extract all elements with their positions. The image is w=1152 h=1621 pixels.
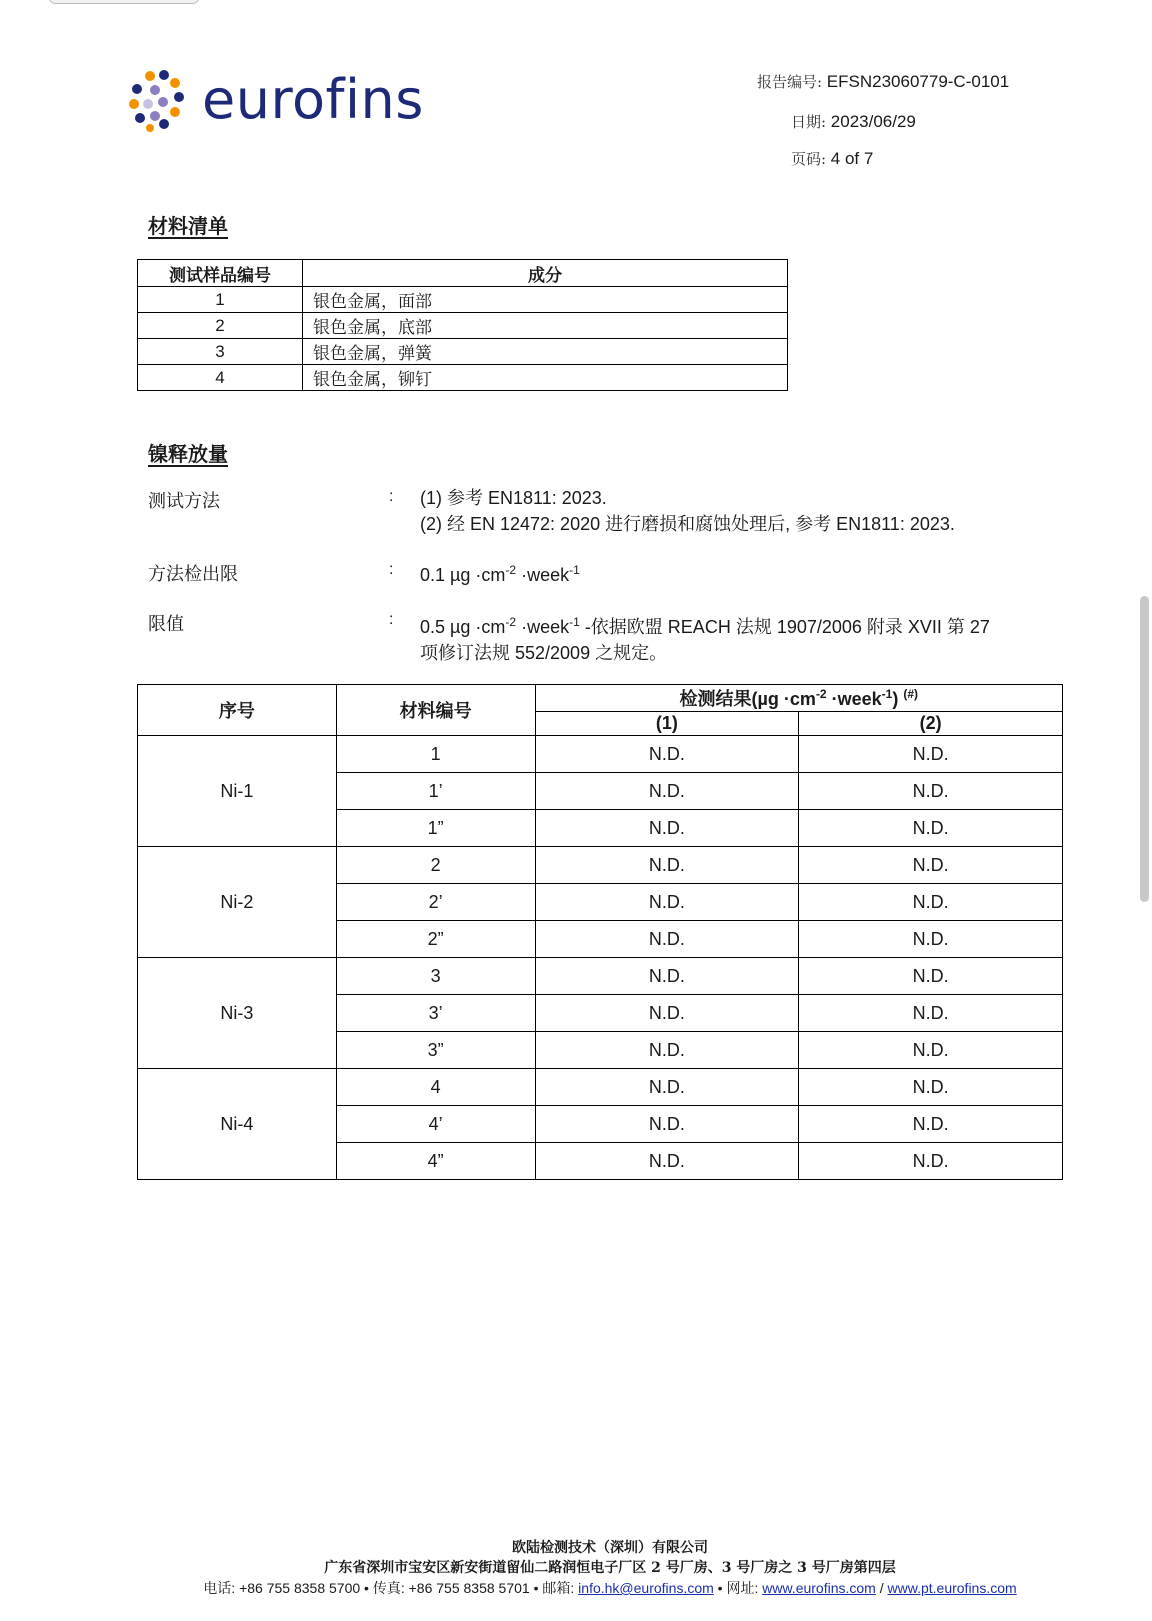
- colon: :: [389, 488, 394, 505]
- limit-label: 限值: [148, 614, 184, 635]
- nickel-title: 镍释放量: [148, 444, 228, 466]
- material-no: 4’: [336, 1106, 535, 1143]
- material-no: 3: [336, 958, 535, 995]
- eurofins-logo: [128, 68, 424, 132]
- window-tab-stub: [48, 0, 200, 4]
- method-line-1: (1) 参考 EN1811: 2023.: [420, 488, 607, 508]
- scrollbar[interactable]: [1140, 596, 1149, 902]
- result-1: N.D.: [535, 921, 799, 958]
- result-1: N.D.: [535, 773, 799, 810]
- result-2: N.D.: [799, 1069, 1063, 1106]
- result-2: N.D.: [799, 995, 1063, 1032]
- table-row: [138, 365, 788, 391]
- composition: 银色金属，弹簧: [303, 339, 788, 365]
- table-row: [138, 313, 788, 339]
- result-1: N.D.: [535, 995, 799, 1032]
- sample-id: 3: [138, 339, 303, 365]
- col-result-1: (1): [535, 712, 799, 736]
- col-sample-id: 测试样品编号: [138, 260, 303, 287]
- material-no: 4: [336, 1069, 535, 1106]
- group-name: Ni-4: [138, 1069, 337, 1180]
- table-row: [138, 736, 1063, 773]
- result-2: N.D.: [799, 921, 1063, 958]
- report-number: 报告编号: EFSN23060779-C-0101: [757, 72, 1010, 91]
- eurofins-logo-icon: [128, 68, 192, 132]
- sample-id: 4: [138, 365, 303, 391]
- col-result-2: (2): [799, 712, 1063, 736]
- result-1: N.D.: [535, 1143, 799, 1180]
- result-1: N.D.: [535, 847, 799, 884]
- footer-contact: 电话: +86 755 8358 5700 • 传真: +86 755 8358 5701 • 邮箱: info.hk@eurofins.com • 网址: www.eurofins.com / www.pt.eurofins.com: [203, 1580, 1017, 1596]
- group-name: Ni-1: [138, 736, 337, 847]
- table-row: [138, 339, 788, 365]
- result-2: N.D.: [799, 1106, 1063, 1143]
- result-2: N.D.: [799, 847, 1063, 884]
- detection-limit-label: 方法检出限: [148, 564, 238, 585]
- result-1: N.D.: [535, 884, 799, 921]
- material-no: 2”: [336, 921, 535, 958]
- method-value: [420, 485, 1060, 537]
- method-label: 测试方法: [148, 491, 220, 512]
- group-name: Ni-2: [138, 847, 337, 958]
- group-name: Ni-3: [138, 958, 337, 1069]
- result-1: N.D.: [535, 1032, 799, 1069]
- footer-address: 广东省深圳市宝安区新安街道留仙二路润恒电子厂区 2 号厂房、3 号厂房之 3 号厂房第四层: [324, 1560, 896, 1576]
- materials-header-row: [138, 260, 788, 287]
- result-2: N.D.: [799, 1143, 1063, 1180]
- result-2: N.D.: [799, 736, 1063, 773]
- result-1: N.D.: [535, 736, 799, 773]
- composition: 银色金属，面部: [303, 287, 788, 313]
- result-2: N.D.: [799, 773, 1063, 810]
- col-material-no: 材料编号: [336, 685, 535, 736]
- result-1: N.D.: [535, 1069, 799, 1106]
- results-table: [137, 684, 1063, 1180]
- table-row: [138, 1069, 1063, 1106]
- page-number: 页码: 4 of 7: [791, 149, 874, 168]
- footer-company: 欧陆检测技术（深圳）有限公司: [512, 1540, 708, 1556]
- col-composition: 成分: [303, 260, 788, 287]
- material-no: 3”: [336, 1032, 535, 1069]
- colon: :: [389, 611, 394, 628]
- results-body: [138, 736, 1063, 1180]
- material-no: 2: [336, 847, 535, 884]
- material-no: 1: [336, 736, 535, 773]
- result-1: N.D.: [535, 1106, 799, 1143]
- material-no: 4”: [336, 1143, 535, 1180]
- col-test-result: 检测结果($\mu g \cdot cm^{-2}$ ·week$^{-1}$) (#): [535, 685, 1062, 712]
- report-date: 日期: 2023/06/29: [791, 112, 916, 131]
- sample-id: 1: [138, 287, 303, 313]
- table-row: [138, 847, 1063, 884]
- colon: :: [389, 561, 394, 578]
- detection-limit-value: 0.1 $\mu g \cdot cm^{-2}$ ·week$^{-1}$: [420, 563, 580, 585]
- method-line-2: (2) 经 EN 12472: 2020 进行磨损和腐蚀处理后, 参考 EN1811: 2023.: [420, 514, 955, 534]
- table-row: [138, 958, 1063, 995]
- result-2: N.D.: [799, 1032, 1063, 1069]
- sample-id: 2: [138, 313, 303, 339]
- composition: 银色金属，底部: [303, 313, 788, 339]
- col-sequence: 序号: [138, 685, 337, 736]
- material-no: 2’: [336, 884, 535, 921]
- table-row: [138, 287, 788, 313]
- material-no: 3’: [336, 995, 535, 1032]
- material-no: 1’: [336, 773, 535, 810]
- result-2: N.D.: [799, 958, 1063, 995]
- brand-name: eurofins: [202, 68, 424, 131]
- result-1: N.D.: [535, 958, 799, 995]
- result-1: N.D.: [535, 810, 799, 847]
- limit-value: 0.5 $\mu g \cdot cm^{-2}$ ·week$^{-1}$ -依据欧盟 REACH 法规 1907/2006 附录 XVII 第 27 项修订法规 552/2009 之规定。: [420, 615, 990, 663]
- materials-title: 材料清单: [148, 216, 228, 238]
- result-2: N.D.: [799, 884, 1063, 921]
- email-link[interactable]: info.hk@eurofins.com: [578, 1580, 714, 1596]
- website-link-pt[interactable]: www.pt.eurofins.com: [887, 1580, 1017, 1596]
- material-no: 1”: [336, 810, 535, 847]
- composition: 银色金属，铆钉: [303, 365, 788, 391]
- result-2: N.D.: [799, 810, 1063, 847]
- website-link[interactable]: www.eurofins.com: [762, 1580, 876, 1596]
- materials-table: [137, 259, 788, 391]
